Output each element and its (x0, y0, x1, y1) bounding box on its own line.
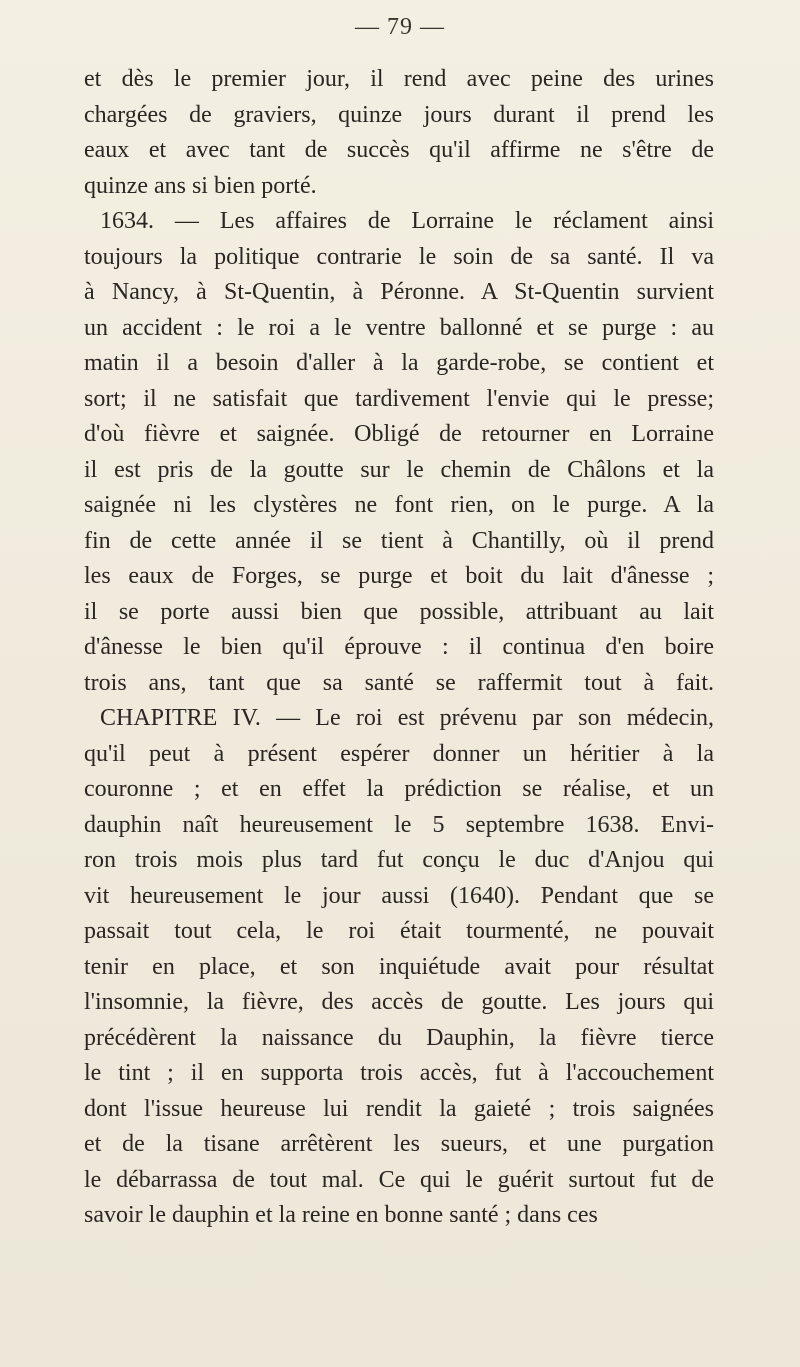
text-line: un accident : le roi a le ventre ballonné et se purge : au (84, 314, 714, 341)
text-line: trois ans, tant que sa santé se raffermit tout à fait. (84, 669, 714, 696)
text-line: dauphin naît heureusement le 5 septembre 1638. Envi- (84, 811, 714, 838)
text-line: précédèrent la naissance du Dauphin, la fièvre tierce (84, 1024, 714, 1051)
text-line: le tint ; il en supporta trois accès, fut à l'accouchement (84, 1060, 714, 1086)
text-line: chargées de graviers, quinze jours durant il prend les (84, 101, 714, 128)
text-line: toujours la politique contrarie le soin de sa santé. Il va (84, 243, 714, 270)
text-line: d'où fièvre et saignée. Obligé de retourner en Lorraine (84, 421, 714, 447)
text-line: il se porte aussi bien que possible, attribuant au lait (84, 598, 714, 625)
text-line: passait tout cela, le roi était tourmenté, ne pouvait (84, 918, 714, 944)
text-line: à Nancy, à St-Quentin, à Péronne. A St-Quentin survient (84, 279, 714, 305)
text-line: quinze ans si bien porté. (84, 172, 317, 199)
text-line: ron trois mois plus tard fut conçu le duc d'Anjou qui (84, 847, 714, 873)
text-line: saignée ni les clystères ne font rien, on le purge. A la (84, 492, 714, 518)
text-line: fin de cette année il se tient à Chantilly, où il prend (84, 527, 714, 554)
text-line: l'insomnie, la fièvre, des accès de goutte. Les jours qui (84, 989, 714, 1015)
chapter-heading-line: CHAPITRE IV. — Le roi est prévenu par son médecin, (100, 705, 714, 731)
text-line: eaux et avec tant de succès qu'il affirme ne s'être de (84, 137, 714, 163)
text-line: d'ânesse le bien qu'il éprouve : il continua d'en boire (84, 634, 714, 660)
body-text (84, 62, 714, 1234)
paragraph-start-line: 1634. — Les affaires de Lorraine le réclament ainsi (100, 208, 714, 234)
text-line: sort; il ne satisfait que tardivement l'envie qui le presse; (84, 385, 714, 412)
text-line: et de la tisane arrêtèrent les sueurs, et une purgation (84, 1131, 714, 1157)
text-line: et dès le premier jour, il rend avec peine des urines (84, 66, 714, 92)
text-line: couronne ; et en effet la prédiction se réalise, et un (84, 776, 714, 802)
text-line: il est pris de la goutte sur le chemin de Châlons et la (84, 456, 714, 483)
page-number: — 79 — (355, 14, 445, 40)
text-line: matin il a besoin d'aller à la garde-robe, se contient et (84, 350, 714, 376)
text-line: savoir le dauphin et la reine en bonne santé ; dans ces (84, 1202, 598, 1228)
text-line: les eaux de Forges, se purge et boit du lait d'ânesse ; (84, 563, 714, 589)
text-line: vit heureusement le jour aussi (1640). Pendant que se (84, 882, 714, 909)
text-line: dont l'issue heureuse lui rendit la gaieté ; trois saignées (84, 1095, 714, 1122)
text-line: le débarrassa de tout mal. Ce qui le guérit surtout fut de (84, 1166, 714, 1193)
text-line: tenir en place, et son inquiétude avait pour résultat (84, 953, 714, 980)
text-line: qu'il peut à présent espérer donner un héritier à la (84, 740, 714, 767)
